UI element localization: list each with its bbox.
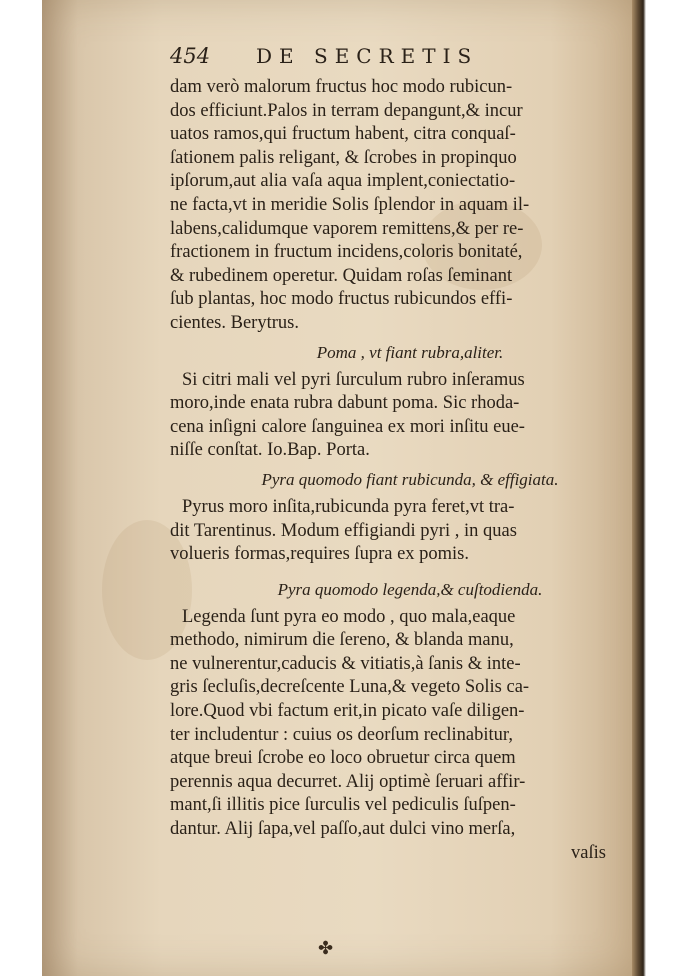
text-line: niſſe conſtat. Io.Bap. Porta. [170,440,370,461]
text-line: ter includentur : cuius os deorſum reclinabitur, [170,724,513,745]
text-line: ſub plantas, hoc modo fructus rubicundos effi- [170,289,513,310]
text-line: dit Tarentinus. Modum effigiandi pyri , in quas [170,520,517,541]
text-line: labens,calidumque vaporem remittens,& per re- [170,218,524,239]
text-line: mant,ſi illitis pice ſurculis vel pediculis ſuſpen- [170,795,516,816]
text-line: Legenda ſunt pyra eo modo , quo mala,eaque [182,606,516,627]
text-line: ipſorum,aut alia vaſa aqua implent,coniectatio- [170,171,516,192]
text-line: methodo, nimirum die ſereno, & blanda manu, [170,630,514,651]
section-heading: Pyra quomodo legenda,& cuſtodienda. [277,579,543,599]
text-line: atque breui ſcrobe eo loco obruetur circa quem [170,748,516,769]
text-line: ne facta,vt in meridie Solis ſplendor in aquam il- [170,194,530,215]
text-line: dam verò malorum fructus hoc modo rubicun- [170,77,513,97]
page-number: 454 [170,44,211,68]
text-line: ne vulnerentur,caducis & vitiatis,à ſanis & inte- [170,653,521,674]
text-line: volueris formas,requires ſupra ex pomis. [170,544,470,565]
page-edge-shadow [632,0,646,976]
text-line: dantur. Alij ſapa,vel paſſo,aut dulci vino merſa, [170,819,516,840]
text-line: uatos ramos,qui fructum habent, citra conquaſ- [170,124,516,145]
section-heading: Pyra quomodo fiant rubicunda, & effigiata. [261,469,559,489]
text-line: fractionem in fructum incidens,coloris bonitaté, [170,242,523,263]
text-line: Pyrus moro inſita,rubicunda pyra feret,vt tra- [182,496,515,517]
text-line: cena inſigni calore ſanguinea ex mori inſitu eue- [170,416,525,437]
text-line: moro,inde enata rubra dabunt poma. Sic rhoda- [170,393,520,414]
text-line: dos efficiunt.Palos in terram depangunt,& incur [170,100,523,121]
text-line: ſationem palis religant, & ſcrobes in propinquo [170,147,517,168]
text-line: cientes. Berytrus. [170,312,299,333]
text-line: & rubedinem operetur. Quidam roſas ſeminant [170,265,513,286]
text-line: gris ſecluſis,decreſcente Luna,& vegeto Solis ca- [170,677,530,698]
text-line: perennis aqua decurret. Alij optimè ſeruari affir- [170,771,526,792]
running-head: DE SECRETIS [256,44,479,68]
section-heading: Poma , vt fiant rubra,aliter. [316,342,504,362]
ornament-icon: ✤ [318,938,334,959]
text-line: Si citri mali vel pyri ſurculum rubro inſeramus [182,369,525,390]
text-block [170,76,622,865]
text-line: lore.Quod vbi factum erit,in picato vaſe diligen- [170,701,525,722]
catchword: vaſis [571,842,606,863]
